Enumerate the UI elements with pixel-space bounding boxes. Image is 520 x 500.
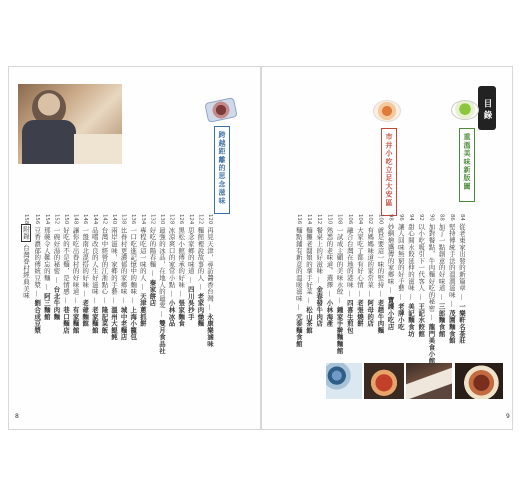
entry-separator: —: [437, 291, 446, 303]
entry-place: 龍門美食小館: [427, 323, 436, 365]
photo-teacups: [326, 363, 362, 399]
entry-separator: —: [138, 281, 147, 293]
toc-entry[interactable]: [427, 214, 436, 365]
entry-page-number: 108: [336, 214, 343, 225]
page-number-left: 8: [15, 413, 19, 420]
entry-separator: —: [148, 267, 157, 280]
toc-entry[interactable]: [458, 214, 465, 346]
entry-separator: —: [458, 291, 466, 303]
toc-entry[interactable]: [91, 214, 98, 346]
toc-entry[interactable]: [438, 214, 445, 346]
toc-entry[interactable]: [366, 214, 373, 346]
entry-place: 茂園麵食館: [447, 309, 456, 344]
toc-entry[interactable]: [335, 214, 344, 354]
entry-separator: —: [100, 294, 109, 307]
entry-separator: —: [294, 301, 303, 314]
entry-place: 金春發牛肉店: [315, 286, 324, 327]
entry-title: 加了一點創意的好味道: [437, 220, 446, 292]
entry-page-number: 148: [72, 214, 79, 225]
entry-separator: —: [305, 294, 313, 307]
entry-title: 融合台灣在地的港味: [345, 224, 354, 288]
entry-title: 有媽媽味道的家常菜: [366, 224, 375, 288]
entry-place: 三郎麵食館: [437, 302, 446, 337]
entry-separator: —: [366, 287, 375, 300]
entry-title: 好吃的陽春麵: [148, 224, 157, 268]
entry-page-number: 98: [387, 214, 394, 221]
entry-place: 老家肉燥麵: [196, 292, 205, 327]
entry-separator: —: [315, 274, 324, 286]
toc-entry[interactable]: [325, 214, 332, 346]
entry-title: 就是要這一味的堅持: [376, 224, 385, 288]
entry-title: 黑松小館傳承的好味: [177, 224, 186, 288]
entry-page-number: 146: [82, 214, 89, 225]
toc-entry[interactable]: [407, 214, 414, 346]
toc-entry[interactable]: [148, 214, 155, 346]
entry-title: 台灣中經營的江浙點心: [100, 224, 109, 295]
entry-page-number: 122: [197, 214, 204, 225]
page-number-right: 9: [506, 413, 510, 420]
entry-page-number: 138: [120, 214, 127, 225]
entry-title: 以小吃吸引下一代客人: [417, 220, 426, 292]
entry-place: 鍾家手擀麵麵館: [335, 306, 344, 354]
entry-page-number: 132: [149, 214, 156, 225]
entry-title: 品嚐改良的人生好滋味: [90, 224, 99, 295]
entry-separator: —: [52, 274, 61, 286]
entry-separator: —: [167, 287, 176, 300]
entry-page-number: 112: [316, 214, 323, 225]
entry-place: 城中老麵店: [119, 306, 128, 341]
toc-entry[interactable]: [187, 214, 194, 346]
toc-entry[interactable]: [52, 214, 59, 346]
entry-page-number: 142: [101, 214, 108, 225]
entry-page-number: 100: [377, 214, 384, 225]
entry-place: 秦家餅店: [148, 279, 157, 307]
appendix-entry[interactable]: [22, 214, 29, 346]
entry-page-number: 96: [397, 214, 404, 221]
entry-title: 最強的冰品，在地人的最愛: [158, 224, 166, 309]
entry-title: 一碗好湯的秘密: [52, 224, 61, 275]
entry-page-number: 110: [326, 214, 333, 225]
toc-entry[interactable]: [139, 214, 146, 346]
entry-place: 台北牛肉麵: [52, 286, 61, 320]
entry-title: 台灣眷村經典美味: [22, 241, 30, 299]
appendix-tag: 附錄: [22, 226, 30, 240]
entry-separator: —: [71, 294, 80, 307]
entry-place: 老張燒餅: [356, 299, 364, 327]
entry-separator: —: [33, 287, 42, 300]
toc-entry[interactable]: [295, 214, 302, 346]
entry-place: 溫州大餛飩: [110, 306, 118, 341]
entry-title: 那碗令人難忘的麵: [42, 224, 51, 282]
entry-title: 兩岸滋味，家鄉的手藝: [110, 224, 118, 295]
toc-entry[interactable]: [72, 214, 79, 346]
toc-badge: 目錄: [478, 86, 496, 130]
entry-separator: —: [335, 294, 344, 307]
entry-separator: —: [396, 291, 405, 303]
entry-place: 小林冰品: [167, 299, 176, 327]
entry-place: 四川吳抄手: [186, 286, 195, 320]
toc-entry[interactable]: [206, 214, 213, 346]
section-label-3: 跨越距離的思念滋味: [214, 126, 230, 214]
entry-title: 餐桌上的好滋味: [315, 224, 324, 275]
entry-separator: —: [42, 281, 51, 293]
toc-entry[interactable]: [100, 214, 107, 346]
entry-page-number: 124: [187, 214, 194, 225]
toc-entry[interactable]: [120, 214, 127, 346]
toc-entry[interactable]: [168, 214, 175, 346]
entry-place: 寶護小吃店: [386, 296, 395, 331]
entry-place: 美記麵食坊: [407, 302, 415, 337]
entry-title: 堅持傳統手法的溫潤滋味: [447, 220, 456, 299]
entry-page-number: 152: [53, 214, 60, 225]
toc-entry[interactable]: [43, 214, 50, 346]
entry-separator: —: [417, 291, 426, 303]
entry-page-number: 88: [438, 214, 445, 221]
entry-page-number: 114: [306, 214, 312, 225]
entry-place: 一樂軒名茶莊: [458, 302, 466, 344]
entry-title: 麵攤老闆娘的拿手好菜: [305, 224, 313, 295]
entry-title: 比眷村更濃郁的家鄉味: [119, 224, 128, 295]
entry-page-number: 84: [459, 214, 465, 221]
entry-place: 張家麵食: [177, 299, 186, 327]
toc-entry[interactable]: [33, 214, 40, 346]
entry-title: 一口吃進記憶中的麵味: [129, 224, 138, 295]
toc-entry[interactable]: [110, 214, 117, 346]
entry-separator: —: [90, 294, 99, 307]
entry-title: 專程吃這一味的人: [138, 224, 147, 282]
photo-dish: [455, 363, 503, 399]
entry-separator: —: [119, 294, 128, 307]
toc-entry[interactable]: [177, 214, 184, 346]
entry-title: 好吃的不是麵，是情感: [62, 224, 70, 295]
entry-place: 有家麵館: [71, 306, 80, 334]
entry-title: 讓你吃出眷村的好味道: [71, 224, 80, 295]
toc-entry[interactable]: [417, 214, 424, 346]
entry-separator: —: [345, 287, 354, 300]
entry-place: 天津蔥抓餅: [138, 292, 147, 327]
entry-page-number: 116: [295, 214, 302, 225]
entry-page-number: 90: [428, 214, 435, 221]
entry-page-number: 94: [408, 214, 414, 221]
entry-page-number: 128: [168, 214, 175, 225]
entry-place: 巷口麵店: [62, 306, 70, 334]
toc-entry[interactable]: [81, 214, 88, 346]
entry-separator: —: [427, 311, 436, 324]
entry-place: 上海小籠包: [129, 306, 138, 341]
entry-separator: —: [376, 287, 385, 300]
entry-place: 隆記菜飯: [100, 306, 109, 334]
entry-place: 老家麵館: [90, 306, 99, 334]
entry-page-number: 130: [159, 214, 165, 225]
entry-page-number: 140: [111, 214, 117, 225]
entry-separator: —: [407, 291, 415, 303]
entry-place: 永康樂滷味: [206, 313, 214, 348]
entry-separator: —: [325, 287, 334, 300]
entry-place: 四喜生煎包: [345, 299, 354, 334]
toc-entry[interactable]: [315, 214, 322, 346]
entry-title: 甜心開水餃延伸的滋味: [407, 220, 415, 292]
entry-page-number: 156: [34, 214, 41, 225]
entry-page-number: 144: [91, 214, 98, 225]
entry-title: 一試成主顧的美味水餃: [335, 224, 344, 295]
photo-spoon: [406, 363, 452, 399]
entry-title: 再見天津，尋訪醬香台灣: [206, 224, 214, 302]
entry-separator: —: [62, 294, 70, 307]
entry-place: 元泰麵食館: [294, 313, 303, 348]
entry-separator: —: [110, 294, 118, 307]
entry-place: 劉合成豆漿: [33, 299, 42, 334]
entry-title: 冰涼爽口的家常小點: [167, 224, 176, 288]
photo-noodles: [364, 363, 404, 399]
entry-page-number: 92: [418, 214, 425, 221]
toc-entry[interactable]: [346, 214, 353, 346]
entry-separator: —: [81, 287, 90, 300]
entry-title: 熟悉的老味道，選擇: [325, 224, 334, 288]
toc-entry[interactable]: [387, 214, 394, 346]
section-label-1: 重溫美味新版圖: [459, 128, 475, 202]
toc-entry[interactable]: [376, 214, 383, 346]
entry-page-number: 134: [139, 214, 146, 225]
entry-page-number: 154: [43, 214, 50, 225]
toc-entry[interactable]: [397, 214, 404, 346]
toc-entry[interactable]: [305, 214, 312, 346]
entry-place: 小林海產: [325, 299, 334, 327]
entry-title: 麵點鋪有新意的溫暖滋味: [294, 224, 303, 302]
entry-separator: —: [177, 287, 186, 300]
entry-place: 松山茶館: [305, 306, 313, 334]
entry-title: 讓人回味無窮的好手藝: [396, 220, 405, 292]
toc-entry[interactable]: [448, 214, 455, 346]
entry-page-number: 158: [23, 214, 29, 225]
entry-page-number: 106: [346, 214, 353, 225]
section-label-2: 市井小吃立足大安區: [381, 128, 397, 216]
toc-entry[interactable]: [62, 214, 69, 346]
toc-entry[interactable]: [129, 214, 136, 346]
entry-place: 雙月食品社: [158, 319, 166, 354]
entry-page-number: 126: [178, 214, 185, 225]
entry-title: 妙網燴醬傳的家鄉味: [386, 220, 395, 285]
entry-place: 王記水餃館: [417, 302, 426, 337]
entry-page-number: 136: [130, 214, 137, 225]
noodle-bowl-icon: [373, 100, 401, 122]
entry-title: 一盤南北混搭的好味: [81, 224, 90, 288]
entry-page-number: 102: [367, 214, 374, 225]
entry-title: 加對餐點，牛肉麵好吃的秘密: [427, 220, 436, 312]
entry-place: 老爺麵館: [81, 299, 90, 327]
entry-separator: —: [158, 308, 166, 320]
entry-title: 思念家鄉的味道: [186, 224, 195, 275]
entry-place: 阿母的店: [366, 299, 375, 327]
entry-title: 大家吃了都有好心情: [356, 224, 364, 288]
entry-title: 從老東家出發的新篇章: [458, 220, 466, 292]
entry-page-number: 104: [357, 214, 363, 225]
entry-place: 阿三麵館: [42, 292, 51, 320]
entry-page-number: 86: [448, 214, 455, 221]
entry-place: 老牌小吃: [396, 302, 405, 331]
entry-separator: —: [356, 287, 364, 300]
toc-entry[interactable]: [158, 214, 166, 354]
toc-entry[interactable]: [356, 214, 363, 346]
entry-place: 老趙牛肉麵: [376, 299, 385, 334]
entry-separator: —: [129, 294, 138, 307]
toc-entry[interactable]: [196, 214, 203, 346]
green-dish-icon: [451, 100, 479, 120]
entry-separator: —: [206, 301, 214, 314]
entry-page-number: 120: [207, 214, 213, 225]
entry-separator: —: [386, 284, 395, 297]
entry-title: 麵館裡說故事的人: [196, 224, 205, 282]
entry-separator: —: [186, 274, 195, 286]
entry-title: 豆香濃郁的傳統豆漿: [33, 224, 42, 288]
entry-separator: —: [196, 281, 205, 293]
entry-separator: —: [447, 298, 456, 310]
entry-page-number: 150: [63, 214, 69, 225]
cook-photo: [18, 84, 122, 164]
